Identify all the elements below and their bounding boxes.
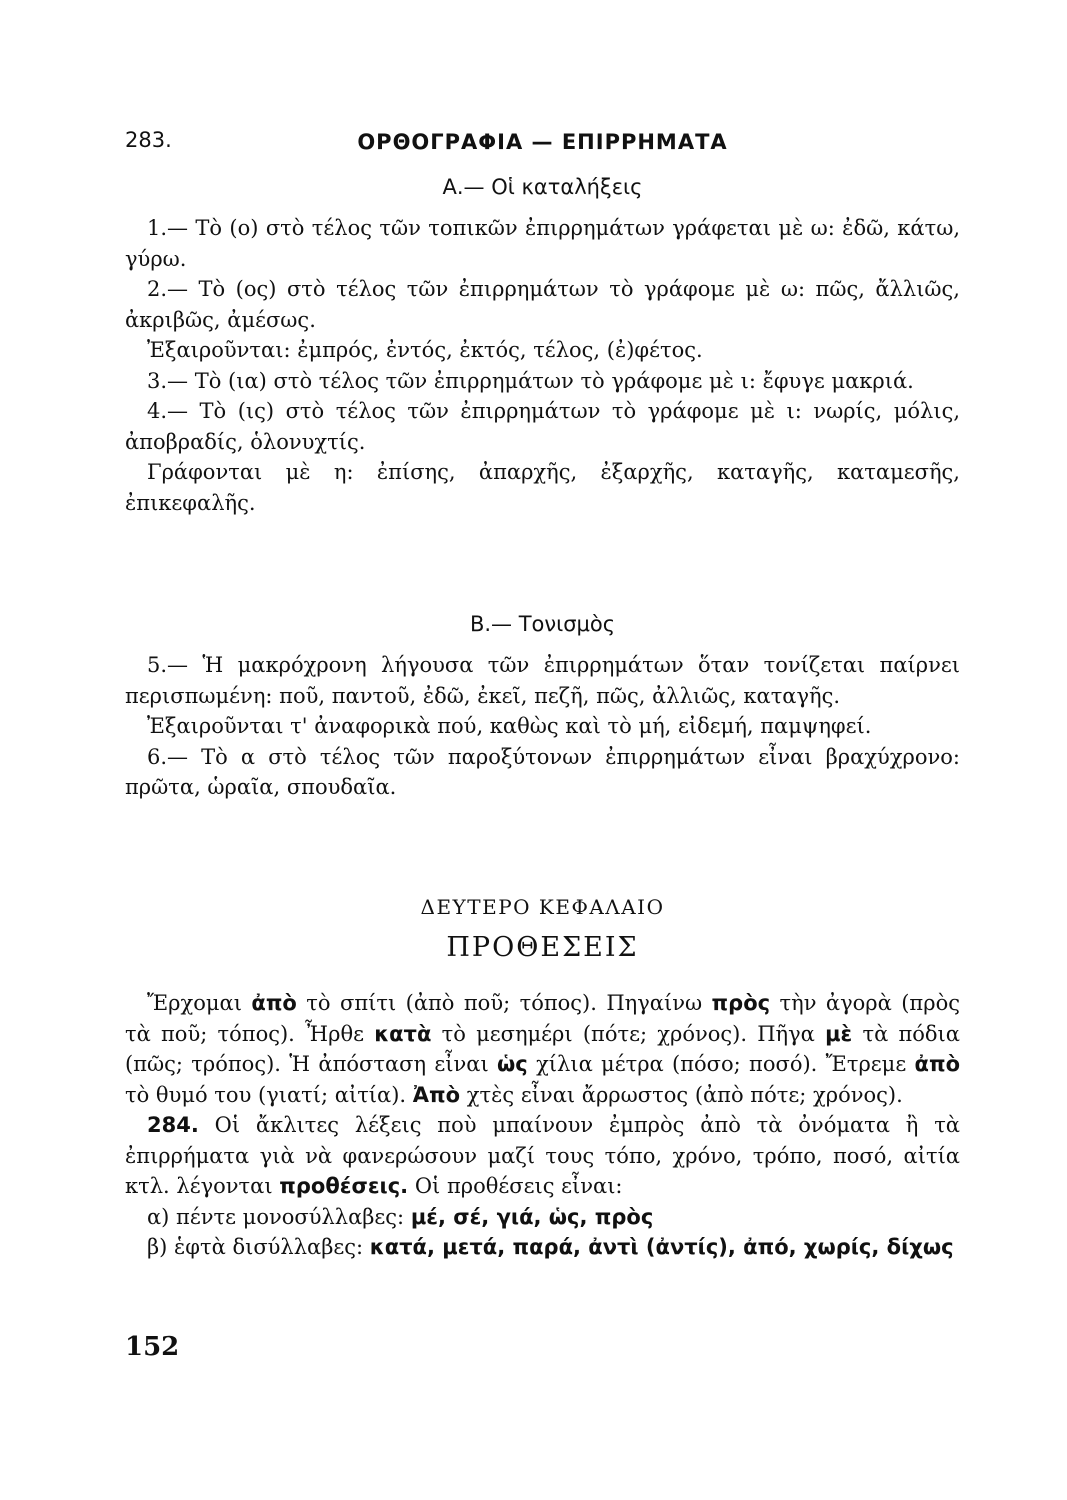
example-text: τὸ σπίτι (ἀπὸ ποῦ; τόπος). Πηγαίνω: [306, 991, 703, 1015]
page-title: ΟΡΘΟΓΡΑΦΙΑ — ΕΠΙΡΡΗΜΑΤΑ: [357, 130, 728, 154]
list-prefix: α) πέντε μονοσύλλαβες:: [147, 1204, 405, 1229]
preposition: ἀπὸ: [251, 991, 297, 1015]
preposition: πρὸς: [711, 991, 771, 1015]
rule-4-exceptions: Γράφονται μὲ η: ἐπίσης, ἀπαρχῆς, ἐξαρχῆς, καταγῆς, καταμεσῆς, ἐπικεφαλῆς.: [125, 460, 960, 515]
example-text: χίλια μέτρα (πόσο; ποσό). Ἔτρεμε: [536, 1052, 907, 1076]
preposition: Ἀπὸ: [412, 1082, 461, 1107]
rules-a: [125, 213, 960, 518]
rule-5: 5.— Ἡ μακρόχρονη λήγουσα τῶν ἐπιρρημάτων ὅταν τονίζεται παίρνει περισπωμένη: ποῦ, παντοῦ, ἐδῶ, ἐκεῖ, πεζῆ, πῶς, ἀλλιῶς, καταγῆς.: [125, 653, 960, 708]
definition-tail: Οἱ προθέσεις εἶναι:: [414, 1174, 623, 1198]
defined-term: προθέσεις.: [279, 1174, 409, 1198]
example-text: Ἔρχομαι: [147, 991, 242, 1015]
section-number: 283.: [125, 128, 172, 152]
definition-text: Οἱ ἄκλιτες λέξεις ποὺ μπαίνουν ἐμπρὸς ἀπὸ τὰ ὀνόματα ἢ τὰ ἐπιρρήματα γιὰ νὰ φανερώσουν μαζί τους τόπο, χρόνο, τρόπο, ποσό, αἰτία κτλ. λέγονται: [125, 1113, 960, 1198]
rule-6: 6.— Τὸ α στὸ τέλος τῶν παροξύτονων ἐπιρρημάτων εἶναι βραχύχρονο: πρῶτα, ὡραῖα, σπουδαῖα.: [125, 744, 960, 799]
preposition: μὲ: [825, 1021, 853, 1046]
example-text: χτὲς εἶναι ἄρρωστος (ἀπὸ πότε; χρόνος).: [466, 1082, 903, 1107]
rule-4: 4.— Τὸ (ις) στὸ τέλος τῶν ἐπιρρημάτων τὸ γράφομε μὲ ι: νωρίς, μόλις, ἀποβραδίς, ὁλονυχτίς.: [125, 399, 960, 454]
paragraph-284: [125, 1110, 960, 1202]
rule-1: 1.— Τὸ (ο) στὸ τέλος τῶν τοπικῶν ἐπιρρημάτων γράφεται μὲ ω: ἐδῶ, κάτω, γύρω.: [125, 216, 960, 271]
list-item: [125, 1202, 960, 1233]
rule-2-exceptions: Ἐξαιροῦνται: ἐμπρός, ἐντός, ἐκτός, τέλος, (ἐ)φέτος.: [147, 338, 703, 362]
example-text: τὴν ἀγορὰ (πρὸς τὰ ποῦ; τόπος). Ἦρθε: [125, 991, 960, 1046]
preposition: ἀπὸ: [914, 1052, 960, 1076]
section-b-heading: Β.— Τονισμὸς: [469, 612, 616, 636]
example-text: τὸ μεσημέρι (πότε; χρόνος). Πῆγα: [441, 1021, 815, 1046]
example-text: τὰ πόδια (πῶς; τρόπος). Ἡ ἀπόσταση εἶναι: [125, 1021, 960, 1076]
rules-b: [125, 650, 960, 803]
examples-paragraph: [125, 988, 960, 1110]
preposition: ὡς: [497, 1052, 528, 1076]
examples-and-definition: [125, 988, 960, 1263]
section-a-heading: Α.— Οἱ καταλήξεις: [442, 175, 643, 199]
rule-2: 2.— Τὸ (ος) στὸ τέλος τῶν ἐπιρρημάτων τὸ γράφομε μὲ ω: πῶς, ἄλλιῶς, ἀκριβῶς, ἀμέσως.: [125, 277, 960, 332]
page-number: 152: [125, 1332, 180, 1362]
list-items: μέ, σέ, γιά, ὡς, πρὸς: [410, 1204, 654, 1229]
list-items: κατά, μετά, παρά, ἀντὶ (ἀντίς), ἀπό, χωρίς, δίχως: [369, 1235, 954, 1259]
list-prefix: β) ἑφτὰ δισύλλαβες:: [147, 1235, 364, 1259]
example-text: τὸ θυμό του (γιατί; αἰτία).: [125, 1082, 407, 1107]
rule-3: 3.— Τὸ (ια) στὸ τέλος τῶν ἐπιρρημάτων τὸ γράφομε μὲ ι: ἔφυγε μακριά.: [147, 368, 914, 393]
preposition: κατὰ: [374, 1021, 432, 1046]
list-item: [125, 1232, 960, 1263]
paragraph-number: 284.: [147, 1113, 199, 1137]
chapter-label: ΔΕΥΤΕΡΟ ΚΕΦΑΛΑΙΟ: [420, 895, 665, 919]
chapter-title: ΠΡΟΘΕΣΕΙΣ: [446, 932, 639, 963]
rule-5-exceptions: Ἐξαιροῦνται τ' ἀναφορικὰ πού, καθὼς καὶ τὸ μή, εἰδεμή, παμψηφεί.: [147, 714, 872, 738]
